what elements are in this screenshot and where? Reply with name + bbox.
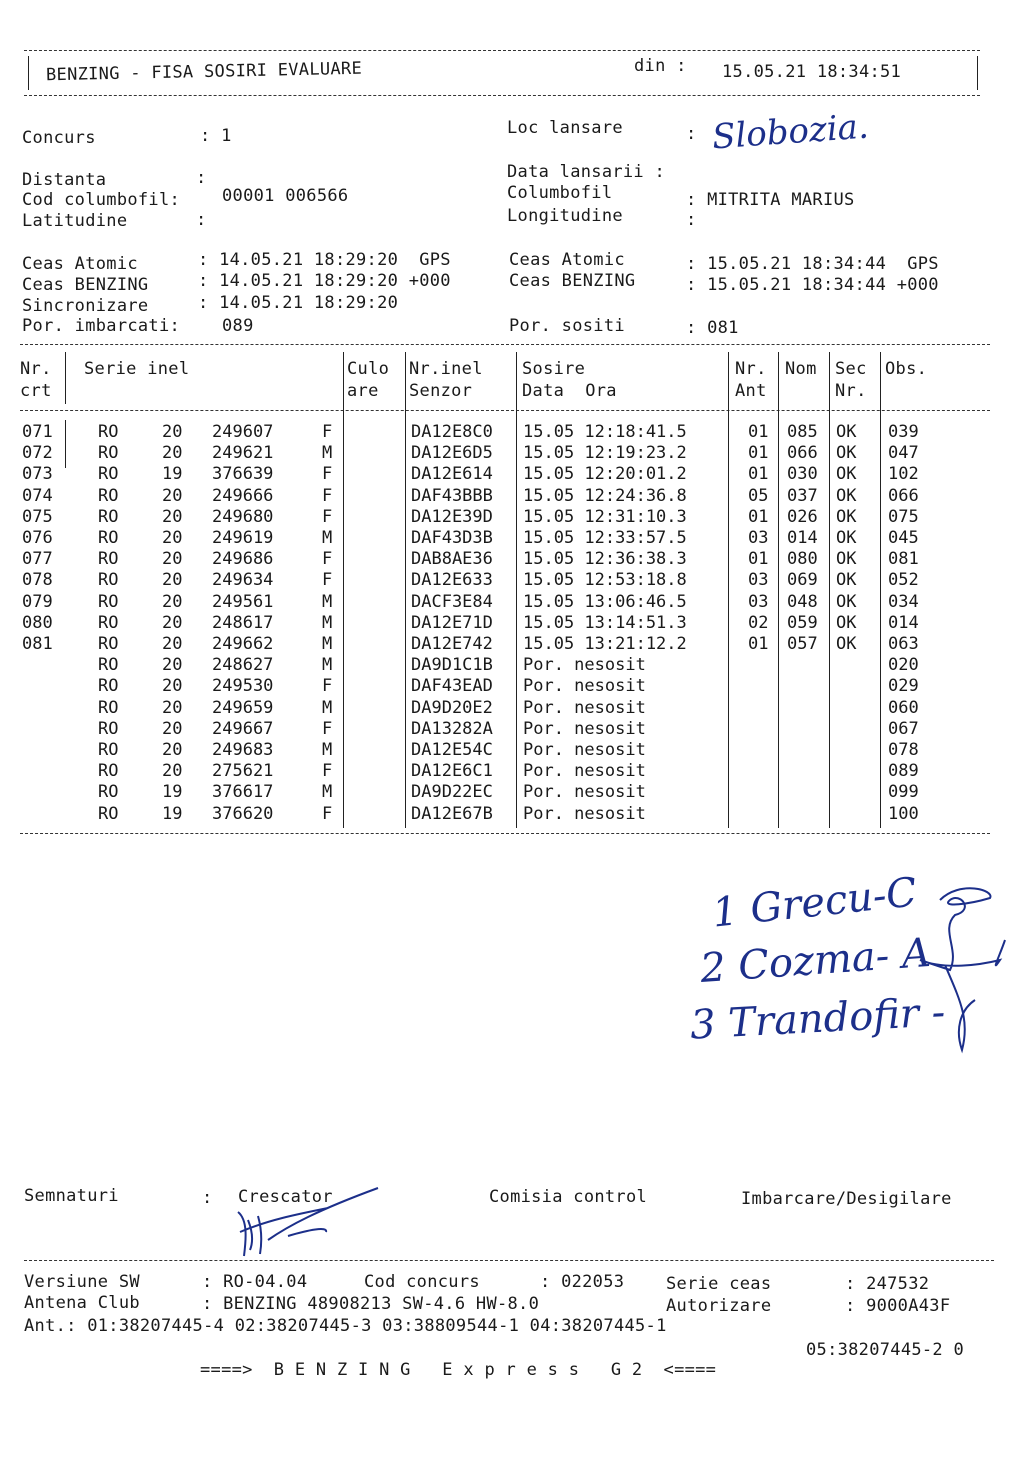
table-row — [0, 634, 1024, 655]
autorizare-value: : 9000A43F — [845, 1296, 951, 1316]
left-ceas-atomic-value: : 14.05.21 18:29:20 GPS — [198, 250, 451, 270]
cell-senzor: DA12E633 — [411, 570, 493, 591]
cell-obs: 045 — [888, 528, 919, 548]
right-ceas-atomic-label: Ceas Atomic — [509, 250, 625, 270]
cell-sex: M — [322, 443, 333, 464]
cell-senzor: DA12E6D5 — [411, 443, 493, 464]
cell-obs: 060 — [888, 697, 919, 718]
table-row — [0, 719, 1024, 740]
table-row — [0, 782, 1024, 803]
cell-nom: 066 — [787, 443, 818, 464]
cell-an: 20 — [162, 443, 183, 464]
cell-nr: 074 — [22, 485, 53, 506]
versiune-sw-label: Versiune SW — [24, 1272, 140, 1292]
cod-columbofil-label: Cod columbofil: — [22, 190, 181, 210]
header-left-border — [28, 56, 29, 90]
cell-inel: 249680 — [212, 506, 274, 527]
handwritten-initials-mark — [900, 870, 1010, 1060]
left-ceas-benzing-value: : 14.05.21 18:29:20 +000 — [198, 271, 451, 291]
cell-sex: F — [322, 718, 333, 739]
benzing-express-banner: ====> B E N Z I N G E x p r e s s G 2 <==== — [200, 1360, 717, 1380]
table-row — [0, 464, 1024, 485]
th-senzor: Senzor — [409, 381, 473, 401]
cell-sex: F — [322, 422, 333, 442]
cell-ant: 01 — [748, 464, 769, 485]
cell-sec: OK — [836, 485, 857, 506]
cell-sex: F — [322, 676, 333, 697]
handwritten-line-2: 2 Cozma- A — [698, 930, 933, 992]
cell-nr: 073 — [22, 464, 53, 485]
cell-obs: 063 — [888, 634, 919, 654]
cell-sec: OK — [836, 634, 857, 654]
cell-tara: RO — [98, 591, 119, 612]
cell-sex: F — [322, 570, 333, 591]
cell-sex: M — [322, 740, 333, 760]
cell-senzor: DA12E67B — [411, 803, 493, 824]
cell-tara: RO — [98, 782, 119, 803]
cell-sec: OK — [836, 549, 857, 570]
cell-sosire: Por. nesosit — [523, 676, 646, 697]
cell-ant: 03 — [748, 528, 769, 548]
versiune-sw-value: : RO-04.04 — [202, 1272, 308, 1292]
cell-nom: 080 — [787, 549, 818, 570]
handwritten-line-1: 1 Grecu-C — [710, 869, 920, 937]
cell-nom: 057 — [787, 634, 818, 654]
right-ceas-atomic-value: : 15.05.21 18:34:44 GPS — [686, 254, 939, 274]
autorizare-label: Autorizare — [666, 1296, 772, 1316]
cell-ant: 01 — [748, 634, 769, 654]
cell-an: 20 — [162, 591, 183, 612]
th-data-ora: Data Ora — [522, 381, 617, 401]
antena-club-label: Antena Club — [24, 1293, 140, 1313]
cell-sex: M — [322, 634, 333, 654]
cell-sex: F — [322, 549, 333, 570]
cell-tara: RO — [98, 485, 119, 506]
cell-senzor: DA12E742 — [411, 634, 493, 654]
cell-an: 20 — [162, 740, 183, 760]
antenna-list: Ant.: 01:38207445-4 02:38207445-3 03:38809544-1 04:38207445-1 — [24, 1316, 667, 1336]
cell-nr: 079 — [22, 591, 53, 612]
right-ceas-benzing-value: : 15.05.21 18:34:44 +000 — [686, 275, 939, 295]
cell-tara: RO — [98, 803, 119, 824]
cell-an: 20 — [162, 634, 183, 654]
antenna-list-continued: 05:38207445-2 0 — [806, 1340, 965, 1360]
distanta-label: Distanta — [22, 170, 107, 190]
cell-sex: M — [322, 697, 333, 718]
cell-tara: RO — [98, 443, 119, 464]
semnaturi-colon: : — [202, 1188, 213, 1208]
cell-obs: 081 — [888, 549, 919, 570]
cell-tara: RO — [98, 506, 119, 527]
latitudine-value: : — [196, 210, 207, 230]
cell-an: 20 — [162, 485, 183, 506]
right-sositi-label: Por. sositi — [509, 316, 625, 336]
table-row — [0, 655, 1024, 676]
cell-senzor: DAF43EAD — [411, 676, 493, 697]
cell-senzor: DA13282A — [411, 718, 493, 739]
cell-sosire: 15.05 12:19:23.2 — [523, 443, 687, 464]
cell-an: 20 — [162, 676, 183, 697]
antena-club-value: : BENZING 48908213 SW-4.6 HW-8.0 — [202, 1294, 540, 1314]
columbofil-value: : MITRITA MARIUS — [686, 190, 855, 210]
cell-inel: 249607 — [212, 422, 274, 442]
right-sositi-value: : 081 — [686, 318, 739, 338]
cell-sosire: 15.05 12:18:41.5 — [523, 422, 687, 442]
loc-lansare-handwritten: Slobozia. — [710, 106, 870, 158]
page-title: BENZING - FISA SOSIRI EVALUARE — [45, 58, 363, 86]
cell-inel: 249683 — [212, 740, 274, 760]
header-top-border — [24, 50, 980, 51]
cell-senzor: DA9D22EC — [411, 782, 493, 803]
table-row — [0, 549, 1024, 570]
cod-concurs-label: Cod concurs — [364, 1272, 480, 1292]
cell-sosire: 15.05 12:53:18.8 — [523, 570, 687, 591]
cell-sex: M — [322, 782, 333, 803]
cell-tara: RO — [98, 718, 119, 739]
cell-sex: F — [322, 464, 333, 485]
col-sep-nr-head — [65, 352, 66, 404]
cell-senzor: DAF43BBB — [411, 485, 493, 506]
cell-sec: OK — [836, 464, 857, 485]
cell-nr: 080 — [22, 612, 53, 633]
cell-nr: 071 — [22, 422, 53, 442]
cell-an: 20 — [162, 697, 183, 718]
cell-nom: 069 — [787, 570, 818, 591]
header-right-border — [977, 56, 978, 90]
cell-tara: RO — [98, 740, 119, 760]
cell-an: 20 — [162, 570, 183, 591]
cell-senzor: DA12E54C — [411, 740, 493, 760]
cell-an: 19 — [162, 803, 183, 824]
cell-nom: 026 — [787, 506, 818, 527]
table-row — [0, 613, 1024, 634]
distanta-value: : — [196, 168, 207, 188]
cell-tara: RO — [98, 761, 119, 782]
imbarcare-label: Imbarcare/Desigilare — [741, 1189, 952, 1209]
th-nr-ant: Nr. — [735, 359, 767, 379]
cell-nom: 030 — [787, 464, 818, 485]
cell-sec: OK — [836, 612, 857, 633]
cell-an: 20 — [162, 422, 183, 442]
cell-an: 20 — [162, 506, 183, 527]
cell-an: 20 — [162, 549, 183, 570]
cell-tara: RO — [98, 422, 119, 442]
longitudine-label: Longitudine — [507, 206, 623, 226]
cell-senzor: DA12E6C1 — [411, 761, 493, 782]
cell-nom: 037 — [787, 485, 818, 506]
concurs-label: Concurs — [22, 128, 96, 148]
din-value: 15.05.21 18:34:51 — [722, 62, 902, 82]
cell-sosire: 15.05 12:31:10.3 — [523, 506, 687, 527]
th-sosire: Sosire — [522, 359, 586, 379]
cell-sex: F — [322, 485, 333, 506]
cell-senzor: DACF3E84 — [411, 591, 493, 612]
th-sec: Sec — [835, 359, 867, 379]
th-crt: crt — [20, 381, 52, 401]
cell-sec: OK — [836, 506, 857, 527]
cell-sosire: Por. nesosit — [523, 761, 646, 782]
table-row — [0, 804, 1024, 825]
cell-sosire: 15.05 13:14:51.3 — [523, 612, 687, 633]
cell-ant: 01 — [748, 549, 769, 570]
cell-sosire: Por. nesosit — [523, 718, 646, 739]
cell-senzor: DA12E39D — [411, 506, 493, 527]
cell-an: 20 — [162, 528, 183, 548]
cell-ant: 05 — [748, 485, 769, 506]
cell-inel: 249561 — [212, 591, 274, 612]
cell-ant: 03 — [748, 570, 769, 591]
cell-sosire: Por. nesosit — [523, 740, 646, 760]
cell-obs: 020 — [888, 655, 919, 676]
cell-obs: 066 — [888, 485, 919, 506]
cell-inel: 249659 — [212, 697, 274, 718]
cell-obs: 047 — [888, 443, 919, 464]
cell-tara: RO — [98, 697, 119, 718]
cell-inel: 376617 — [212, 782, 274, 803]
table-header-bottom-border — [20, 410, 990, 411]
cell-obs: 100 — [888, 803, 919, 824]
th-ant: Ant — [735, 381, 767, 401]
cell-sex: F — [322, 761, 333, 782]
footer-separator — [24, 1260, 994, 1261]
cell-nom: 059 — [787, 612, 818, 633]
cell-tara: RO — [98, 549, 119, 570]
cell-sec: OK — [836, 570, 857, 591]
left-imbarcati-value: 089 — [222, 316, 254, 336]
concurs-value: : 1 — [200, 126, 232, 146]
cell-sosire: 15.05 12:36:38.3 — [523, 549, 687, 570]
cell-obs: 052 — [888, 570, 919, 591]
cell-obs: 067 — [888, 718, 919, 739]
semnaturi-label: Semnaturi — [24, 1186, 119, 1206]
cell-senzor: DAB8AE36 — [411, 549, 493, 570]
cell-nr: 081 — [22, 634, 53, 654]
cell-senzor: DA12E71D — [411, 612, 493, 633]
cell-ant: 03 — [748, 591, 769, 612]
cell-sosire: Por. nesosit — [523, 803, 646, 824]
cell-obs: 014 — [888, 612, 919, 633]
cell-nom: 014 — [787, 528, 818, 548]
cell-nr: 077 — [22, 549, 53, 570]
cell-obs: 039 — [888, 422, 919, 442]
cell-sosire: Por. nesosit — [523, 697, 646, 718]
table-row — [0, 486, 1024, 507]
cell-obs: 089 — [888, 761, 919, 782]
cell-inel: 249619 — [212, 528, 274, 548]
cell-tara: RO — [98, 655, 119, 676]
table-row — [0, 443, 1024, 464]
cell-inel: 376620 — [212, 803, 274, 824]
cell-sec: OK — [836, 528, 857, 548]
cod-columbofil-value: 00001 006566 — [222, 186, 349, 206]
cell-tara: RO — [98, 612, 119, 633]
table-bottom-border — [20, 833, 990, 834]
cell-senzor: DA12E614 — [411, 464, 493, 485]
cod-concurs-value: : 022053 — [540, 1272, 625, 1292]
cell-ant: 01 — [748, 506, 769, 527]
left-ceas-benzing-label: Ceas BENZING — [22, 275, 149, 295]
cell-inel: 249662 — [212, 634, 274, 654]
th-nom: Nom — [785, 359, 817, 379]
crescator-label: Crescator — [238, 1187, 333, 1207]
table-row — [0, 528, 1024, 549]
initials-mark-stroke — [920, 888, 1005, 1050]
th-obs: Obs. — [885, 359, 928, 379]
cell-tara: RO — [98, 676, 119, 697]
cell-senzor: DA9D20E2 — [411, 697, 493, 718]
cell-inel: 249666 — [212, 485, 274, 506]
cell-sex: M — [322, 591, 333, 612]
cell-sex: M — [322, 612, 333, 633]
cell-sosire: Por. nesosit — [523, 655, 646, 676]
cell-nr: 076 — [22, 528, 53, 548]
cell-inel: 249634 — [212, 570, 274, 591]
cell-inel: 376639 — [212, 464, 274, 485]
left-imbarcati-label: Por. imbarcati: — [22, 316, 181, 336]
cell-obs: 075 — [888, 506, 919, 527]
cell-nom: 085 — [787, 422, 818, 442]
serie-ceas-value: : 247532 — [845, 1274, 930, 1294]
cell-nr: 078 — [22, 570, 53, 591]
cell-inel: 249667 — [212, 718, 274, 739]
th-culo: Culo — [347, 359, 390, 379]
cell-sosire: 15.05 12:33:57.5 — [523, 528, 687, 548]
header-bottom-border — [24, 95, 980, 96]
cell-an: 20 — [162, 761, 183, 782]
cell-ant: 02 — [748, 612, 769, 633]
th-serie-inel: Serie inel — [84, 359, 190, 379]
cell-nr: 072 — [22, 443, 53, 464]
cell-senzor: DA12E8C0 — [411, 422, 493, 442]
crescator-signature-stroke — [238, 1188, 378, 1256]
comisia-control-label: Comisia control — [489, 1187, 648, 1207]
table-row — [0, 592, 1024, 613]
cell-sex: M — [322, 655, 333, 676]
th-nr-inel: Nr.inel — [409, 359, 483, 379]
cell-tara: RO — [98, 570, 119, 591]
columbofil-label: Columbofil — [507, 183, 613, 203]
cell-an: 20 — [162, 612, 183, 633]
cell-sex: F — [322, 803, 333, 824]
handwritten-line-3: 3 Trandofir - — [688, 989, 947, 1049]
din-label: din : — [634, 56, 687, 76]
crescator-signature-icon — [228, 1180, 388, 1260]
cell-tara: RO — [98, 528, 119, 548]
cell-an: 19 — [162, 464, 183, 485]
cell-sec: OK — [836, 443, 857, 464]
table-row — [0, 698, 1024, 719]
cell-ant: 01 — [748, 443, 769, 464]
loc-lansare-label: Loc lansare — [507, 118, 623, 138]
table-row — [0, 422, 1024, 443]
right-ceas-benzing-label: Ceas BENZING — [509, 271, 636, 291]
serie-ceas-label: Serie ceas — [666, 1274, 772, 1294]
table-row — [0, 507, 1024, 528]
cell-ant: 01 — [748, 422, 769, 442]
cell-sosire: 15.05 12:20:01.2 — [523, 464, 687, 485]
cell-sosire: Por. nesosit — [523, 782, 646, 803]
cell-sosire: 15.05 13:21:12.2 — [523, 634, 687, 654]
cell-inel: 248627 — [212, 655, 274, 676]
cell-an: 20 — [162, 655, 183, 676]
cell-senzor: DAF43D3B — [411, 528, 493, 548]
table-row — [0, 740, 1024, 761]
cell-nom: 048 — [787, 591, 818, 612]
cell-tara: RO — [98, 634, 119, 654]
table-top-border — [20, 344, 990, 345]
left-sincronizare-value: : 14.05.21 18:29:20 — [198, 293, 399, 313]
data-lansarii-label: Data lansarii : — [507, 162, 666, 182]
cell-sec: OK — [836, 422, 857, 442]
cell-tara: RO — [98, 464, 119, 485]
cell-sosire: 15.05 13:06:46.5 — [523, 591, 687, 612]
cell-sex: F — [322, 506, 333, 527]
cell-senzor: DA9D1C1B — [411, 655, 493, 676]
table-row — [0, 676, 1024, 697]
cell-inel: 249686 — [212, 549, 274, 570]
cell-inel: 275621 — [212, 761, 274, 782]
longitudine-value: : — [686, 210, 697, 230]
cell-inel: 248617 — [212, 612, 274, 633]
latitudine-label: Latitudine — [22, 211, 128, 231]
cell-an: 20 — [162, 718, 183, 739]
cell-sec: OK — [836, 591, 857, 612]
loc-lansare-colon: : — [686, 124, 697, 144]
cell-sex: M — [322, 528, 333, 548]
left-ceas-atomic-label: Ceas Atomic — [22, 254, 138, 274]
table-row — [0, 570, 1024, 591]
cell-sosire: 15.05 12:24:36.8 — [523, 485, 687, 506]
cell-obs: 099 — [888, 782, 919, 803]
left-sincronizare-label: Sincronizare — [22, 296, 149, 316]
table-row — [0, 761, 1024, 782]
th-are: are — [347, 381, 379, 401]
cell-nr: 075 — [22, 506, 53, 527]
cell-inel: 249530 — [212, 676, 274, 697]
cell-obs: 034 — [888, 591, 919, 612]
cell-obs: 102 — [888, 464, 919, 485]
cell-inel: 249621 — [212, 443, 274, 464]
th-nr: Nr. — [20, 359, 52, 379]
cell-obs: 029 — [888, 676, 919, 697]
th-sec-nr: Nr. — [835, 381, 867, 401]
cell-obs: 078 — [888, 740, 919, 760]
cell-an: 19 — [162, 782, 183, 803]
